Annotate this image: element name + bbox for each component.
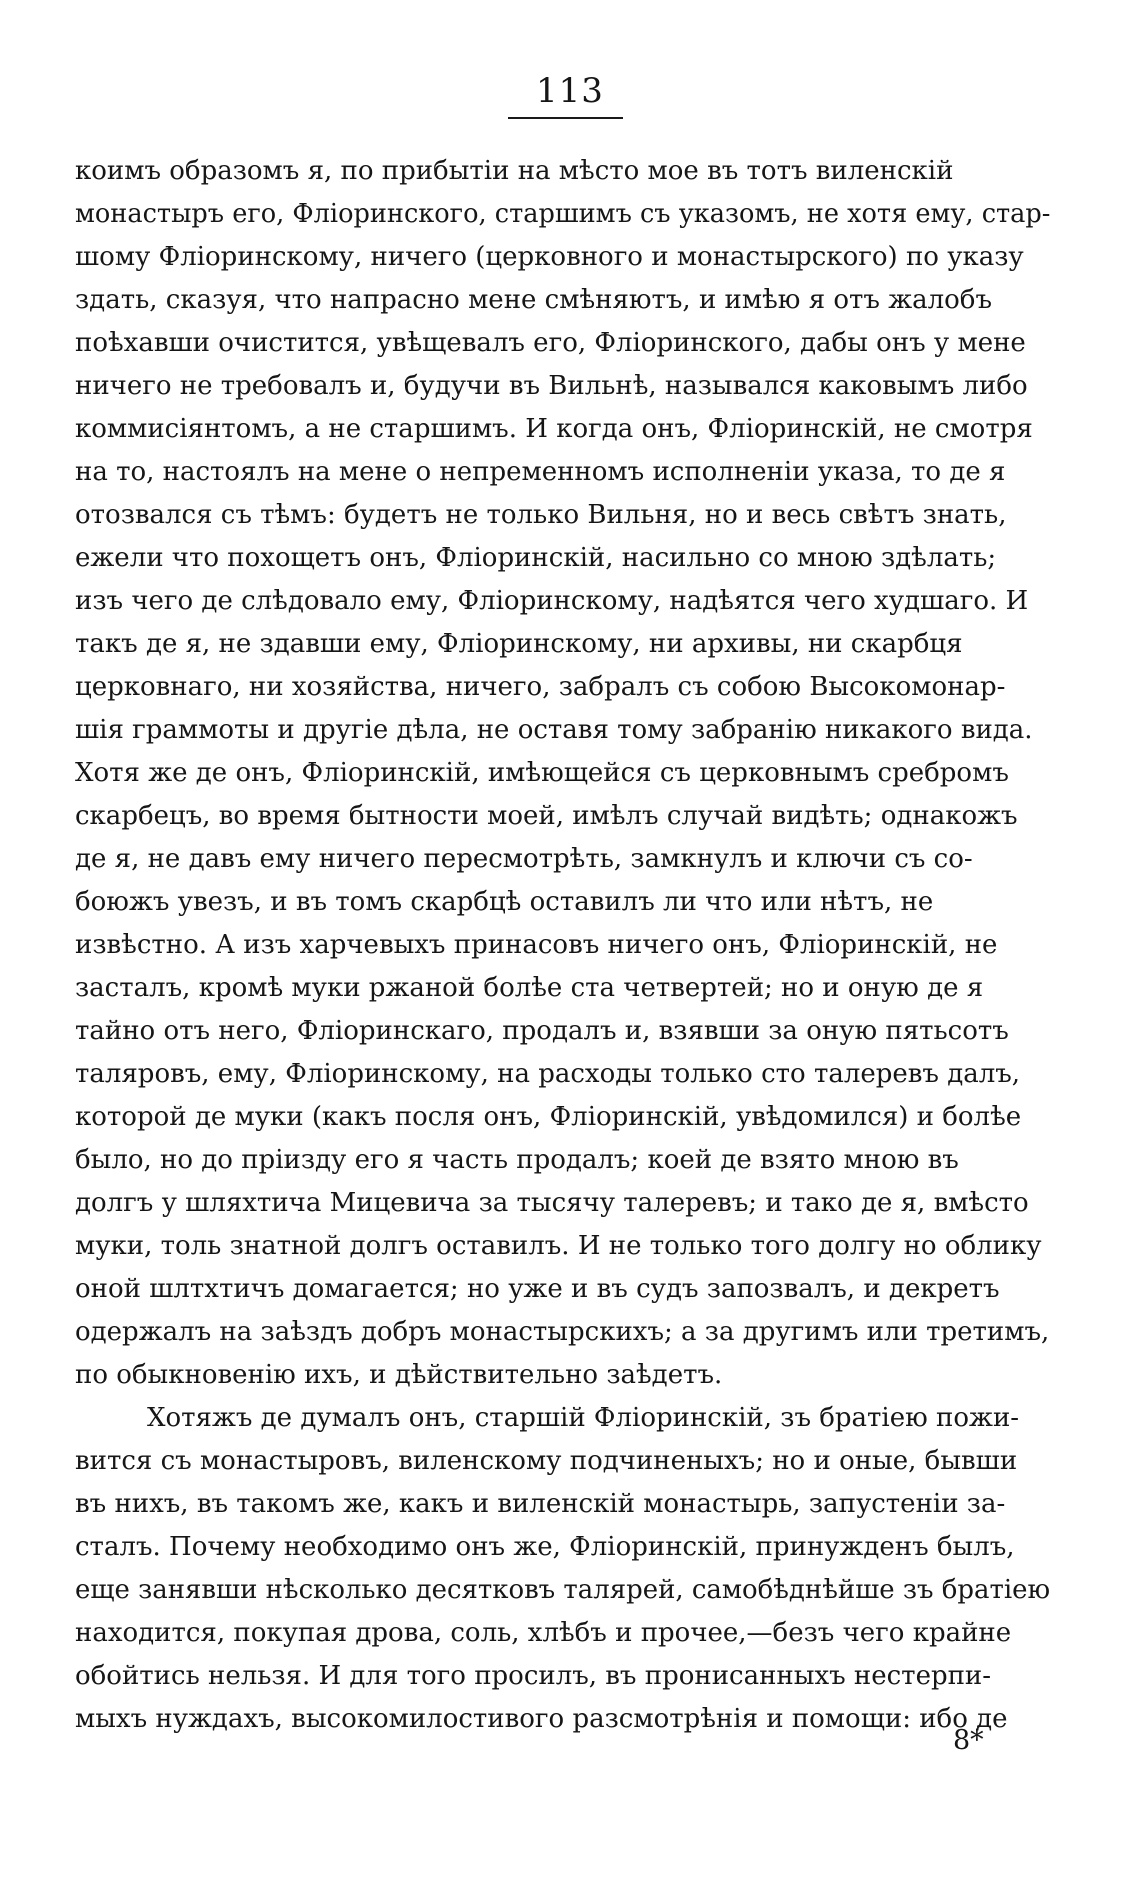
text-line: одержалъ на заѣздъ добръ монастырскихъ; а за другимъ или третимъ,	[75, 1317, 1050, 1347]
text-line: изъ чего де слѣдовало ему, Фліоринскому, надѣятся чего худшаго. И	[75, 586, 1029, 616]
text-line: ничего не требовалъ и, будучи въ Вильнѣ, назывался каковымъ либо	[75, 371, 1028, 401]
text-line: мыхъ нуждахъ, высокомилостивого разсмотрѣнія и помощи: ибо де	[75, 1704, 1008, 1734]
text-line: Хотя же де онъ, Фліоринскій, имѣющейся съ церковнымъ сребромъ	[75, 758, 1009, 788]
page-number: 113	[536, 71, 604, 111]
paragraph-first-line: Хотяжъ де думалъ онъ, старшій Фліоринскій, зъ братіею пожи-	[147, 1403, 1020, 1433]
text-line: тайно отъ него, Фліоринскаго, продалъ и, взявши за оную пятьсотъ	[75, 1016, 1009, 1046]
text-line: муки, толь знатной долгъ оставилъ. И не только того долгу но облику	[75, 1231, 1042, 1261]
text-line: извѣстно. А изъ харчевыхъ принасовъ ничего онъ, Фліоринскій, не	[75, 930, 998, 960]
text-line: на то, настоялъ на мене о непременномъ исполненіи указа, то де я	[75, 457, 1006, 487]
text-line: ежели что похощетъ онъ, Фліоринскій, насильно со мною здѣлать;	[75, 543, 997, 573]
text-line: де я, не давъ ему ничего пересмотрѣть, замкнулъ и ключи съ со-	[75, 844, 973, 874]
text-line: было, но до пріизду его я часть продалъ; коей де взято мною въ	[75, 1145, 959, 1175]
text-line: оной шлтхтичъ домагается; но уже и въ судъ запозвалъ, и декретъ	[75, 1274, 1000, 1304]
text-line: которой де муки (какъ посля онъ, Фліоринскій, увѣдомился) и болѣе	[75, 1102, 1022, 1132]
text-line: обойтись нельзя. И для того просилъ, въ пронисанныхъ нестерпи-	[75, 1661, 992, 1691]
text-line: шому Фліоринскому, ничего (церковного и монастырского) по указу	[75, 242, 1024, 272]
text-line: долгъ у шляхтича Мицевича за тысячу талеревъ; и тако де я, вмѣсто	[75, 1188, 1029, 1218]
text-line: шія граммоты и другіе дѣла, не оставя тому забранію никакого вида.	[75, 715, 1033, 745]
page-number-rule	[508, 117, 623, 119]
text-line: таляровъ, ему, Фліоринскому, на расходы только сто талеревъ далъ,	[75, 1059, 1021, 1089]
text-line: еще занявши нѣсколько десятковъ талярей, самобѣднѣйше зъ братіею	[75, 1575, 1051, 1605]
text-line: скарбецъ, во время бытности моей, имѣлъ случай видѣть; однакожъ	[75, 801, 1018, 831]
text-line: находится, покупая дрова, соль, хлѣбъ и прочее,—безъ чего крайне	[75, 1618, 1012, 1648]
text-line: монастыръ его, Фліоринского, старшимъ съ указомъ, не хотя ему, стар-	[75, 199, 1051, 229]
text-line: сталъ. Почему необходимо онъ же, Фліоринскій, принужденъ былъ,	[75, 1532, 1015, 1562]
document-body	[75, 150, 1050, 1741]
text-line: такъ де я, не здавши ему, Фліоринскому, ни архивы, ни скарбця	[75, 629, 963, 659]
text-line: въ нихъ, въ такомъ же, какъ и виленскій монастырь, запустеніи за-	[75, 1489, 1006, 1519]
text-line: боюжъ увезъ, и въ томъ скарбцѣ оставилъ ли что или нѣтъ, не	[75, 887, 934, 917]
text-line: церковнаго, ни хозяйства, ничего, забралъ съ собою Высокомонар-	[75, 672, 1006, 702]
signature-mark: 8*	[953, 1725, 984, 1756]
text-line: здать, сказуя, что напрасно мене смѣняютъ, и имѣю я отъ жалобъ	[75, 285, 992, 315]
text-line: коимъ образомъ я, по прибытіи на мѣсто мое въ тотъ виленскій	[75, 156, 954, 186]
text-line: отозвался съ тѣмъ: будетъ не только Вильня, но и весь свѣтъ знать,	[75, 500, 1007, 530]
text-line: поѣхавши очистится, увѣщевалъ его, Фліоринского, дабы онъ у мене	[75, 328, 1026, 358]
text-line: по обыкновенію ихъ, и дѣйствительно заѣдетъ.	[75, 1360, 723, 1390]
text-line: вится съ монастыровъ, виленскому подчиненыхъ; но и оные, бывши	[75, 1446, 1018, 1476]
text-line: коммисіянтомъ, а не старшимъ. И когда онъ, Фліоринскій, не смотря	[75, 414, 1033, 444]
text-line: засталъ, кромѣ муки ржаной болѣе ста четвертей; но и оную де я	[75, 973, 984, 1003]
